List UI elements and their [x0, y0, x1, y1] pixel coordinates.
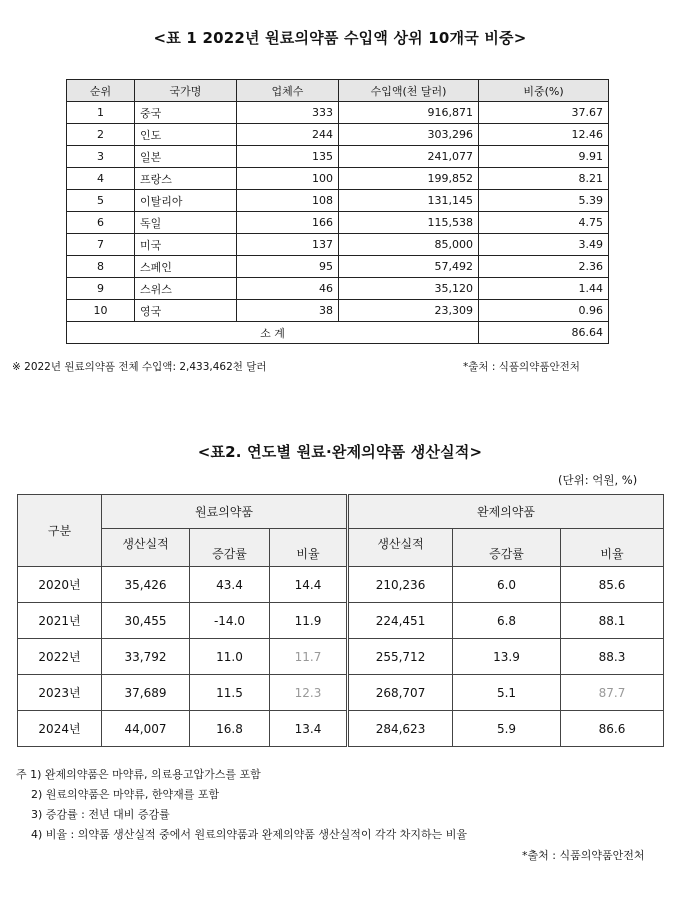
companies-cell: 135 [237, 146, 339, 168]
production-table [17, 494, 664, 747]
raw-prod-cell: 44,007 [102, 711, 190, 747]
raw-prod-cell: 37,689 [102, 675, 190, 711]
table1-source: *출처 : 식품의약품안전처 [463, 361, 580, 373]
import-amount-cell: 131,145 [339, 190, 479, 212]
subtotal-label: 소 계 [67, 322, 479, 344]
country-cell: 일본 [135, 146, 237, 168]
header-fin-ratio: 비율 [561, 529, 664, 567]
table-row [18, 603, 664, 639]
header-finished-drugs: 완제의약품 [348, 495, 664, 529]
raw-prod-cell: 33,792 [102, 639, 190, 675]
raw-ratio-cell: 11.7 [270, 639, 348, 675]
table-row [67, 124, 609, 146]
import-amount-cell: 241,077 [339, 146, 479, 168]
footnote-1: 주 1) 완제의약품은 마약류, 의료용고압가스를 포함 [16, 768, 261, 781]
companies-cell: 244 [237, 124, 339, 146]
table1-note: ※ 2022년 원료의약품 전체 수입액: 2,433,462천 달러 [12, 361, 267, 373]
table-row [18, 675, 664, 711]
rank-cell: 7 [67, 234, 135, 256]
import-amount-cell: 23,309 [339, 300, 479, 322]
fin-change-cell: 5.9 [453, 711, 561, 747]
companies-cell: 333 [237, 102, 339, 124]
rank-cell: 9 [67, 278, 135, 300]
share-cell: 0.96 [479, 300, 609, 322]
raw-change-cell: 11.0 [190, 639, 270, 675]
header-raw-production: 생산실적 [102, 529, 190, 567]
table-row [67, 102, 609, 124]
fin-ratio-cell: 85.6 [561, 567, 664, 603]
year-cell: 2021년 [18, 603, 102, 639]
table-row [67, 300, 609, 322]
import-amount-cell: 57,492 [339, 256, 479, 278]
table-row [67, 234, 609, 256]
rank-cell: 1 [67, 102, 135, 124]
share-cell: 1.44 [479, 278, 609, 300]
header-companies: 업체수 [237, 80, 339, 102]
header-raw-materials: 원료의약품 [102, 495, 348, 529]
country-cell: 영국 [135, 300, 237, 322]
group-header-row [18, 495, 664, 529]
fin-prod-cell: 255,712 [348, 639, 453, 675]
footnote-2: 2) 원료의약품은 마약류, 한약재를 포함 [31, 788, 220, 801]
raw-ratio-cell: 11.9 [270, 603, 348, 639]
table-row [67, 146, 609, 168]
fin-change-cell: 13.9 [453, 639, 561, 675]
table-row [67, 190, 609, 212]
fin-prod-cell: 210,236 [348, 567, 453, 603]
header-rank: 순위 [67, 80, 135, 102]
share-cell: 37.67 [479, 102, 609, 124]
country-cell: 독일 [135, 212, 237, 234]
rank-cell: 8 [67, 256, 135, 278]
rank-cell: 3 [67, 146, 135, 168]
country-cell: 인도 [135, 124, 237, 146]
share-cell: 4.75 [479, 212, 609, 234]
subtotal-row [67, 322, 609, 344]
fin-ratio-cell: 86.6 [561, 711, 664, 747]
header-country: 국가명 [135, 80, 237, 102]
raw-ratio-cell: 14.4 [270, 567, 348, 603]
fin-change-cell: 5.1 [453, 675, 561, 711]
country-cell: 스페인 [135, 256, 237, 278]
fin-prod-cell: 268,707 [348, 675, 453, 711]
table-row [67, 256, 609, 278]
table-row [18, 567, 664, 603]
raw-change-cell: -14.0 [190, 603, 270, 639]
fin-change-cell: 6.8 [453, 603, 561, 639]
table2-source: *출처 : 식품의약품안전처 [522, 849, 645, 862]
companies-cell: 137 [237, 234, 339, 256]
fin-prod-cell: 224,451 [348, 603, 453, 639]
fin-change-cell: 6.0 [453, 567, 561, 603]
rank-cell: 5 [67, 190, 135, 212]
rank-cell: 6 [67, 212, 135, 234]
table2-unit: (단위: 억원, %) [558, 473, 638, 487]
header-fin-production: 생산실적 [348, 529, 453, 567]
table-row [18, 711, 664, 747]
fin-prod-cell: 284,623 [348, 711, 453, 747]
share-cell: 2.36 [479, 256, 609, 278]
country-cell: 중국 [135, 102, 237, 124]
companies-cell: 38 [237, 300, 339, 322]
fin-ratio-cell: 88.3 [561, 639, 664, 675]
import-amount-cell: 199,852 [339, 168, 479, 190]
country-cell: 이탈리아 [135, 190, 237, 212]
raw-ratio-cell: 13.4 [270, 711, 348, 747]
header-share: 비중(%) [479, 80, 609, 102]
companies-cell: 100 [237, 168, 339, 190]
country-cell: 미국 [135, 234, 237, 256]
header-category: 구분 [18, 495, 102, 567]
year-cell: 2023년 [18, 675, 102, 711]
table2-title: <표2. 연도별 원료·완제의약품 생산실적> [197, 443, 483, 461]
header-import-amount: 수입액(천 달러) [339, 80, 479, 102]
table-row [67, 278, 609, 300]
share-cell: 5.39 [479, 190, 609, 212]
raw-prod-cell: 30,455 [102, 603, 190, 639]
header-raw-ratio: 비율 [270, 529, 348, 567]
share-cell: 8.21 [479, 168, 609, 190]
footnote-3: 3) 증감률 : 전년 대비 증감률 [31, 808, 170, 821]
fin-ratio-cell: 88.1 [561, 603, 664, 639]
import-share-table [66, 79, 609, 344]
year-cell: 2024년 [18, 711, 102, 747]
table1-title: <표 1 2022년 원료의약품 수입액 상위 10개국 비중> [153, 29, 527, 47]
table-row [18, 639, 664, 675]
companies-cell: 166 [237, 212, 339, 234]
rank-cell: 10 [67, 300, 135, 322]
raw-change-cell: 16.8 [190, 711, 270, 747]
import-amount-cell: 35,120 [339, 278, 479, 300]
subtotal-value: 86.64 [479, 322, 609, 344]
import-amount-cell: 303,296 [339, 124, 479, 146]
header-fin-change: 증감률 [453, 529, 561, 567]
raw-change-cell: 11.5 [190, 675, 270, 711]
header-raw-change: 증감률 [190, 529, 270, 567]
raw-change-cell: 43.4 [190, 567, 270, 603]
rank-cell: 2 [67, 124, 135, 146]
year-cell: 2022년 [18, 639, 102, 675]
country-cell: 프랑스 [135, 168, 237, 190]
raw-prod-cell: 35,426 [102, 567, 190, 603]
fin-ratio-cell: 87.7 [561, 675, 664, 711]
companies-cell: 46 [237, 278, 339, 300]
share-cell: 3.49 [479, 234, 609, 256]
rank-cell: 4 [67, 168, 135, 190]
companies-cell: 108 [237, 190, 339, 212]
import-amount-cell: 916,871 [339, 102, 479, 124]
companies-cell: 95 [237, 256, 339, 278]
table-row [67, 168, 609, 190]
sub-header-row [18, 529, 664, 567]
raw-ratio-cell: 12.3 [270, 675, 348, 711]
share-cell: 9.91 [479, 146, 609, 168]
share-cell: 12.46 [479, 124, 609, 146]
table-header-row [67, 80, 609, 102]
footnote-4: 4) 비율 : 의약품 생산실적 중에서 원료의약품과 완제의약품 생산실적이 각각 차지하는 비율 [31, 828, 467, 841]
year-cell: 2020년 [18, 567, 102, 603]
table-row [67, 212, 609, 234]
import-amount-cell: 85,000 [339, 234, 479, 256]
import-amount-cell: 115,538 [339, 212, 479, 234]
country-cell: 스위스 [135, 278, 237, 300]
